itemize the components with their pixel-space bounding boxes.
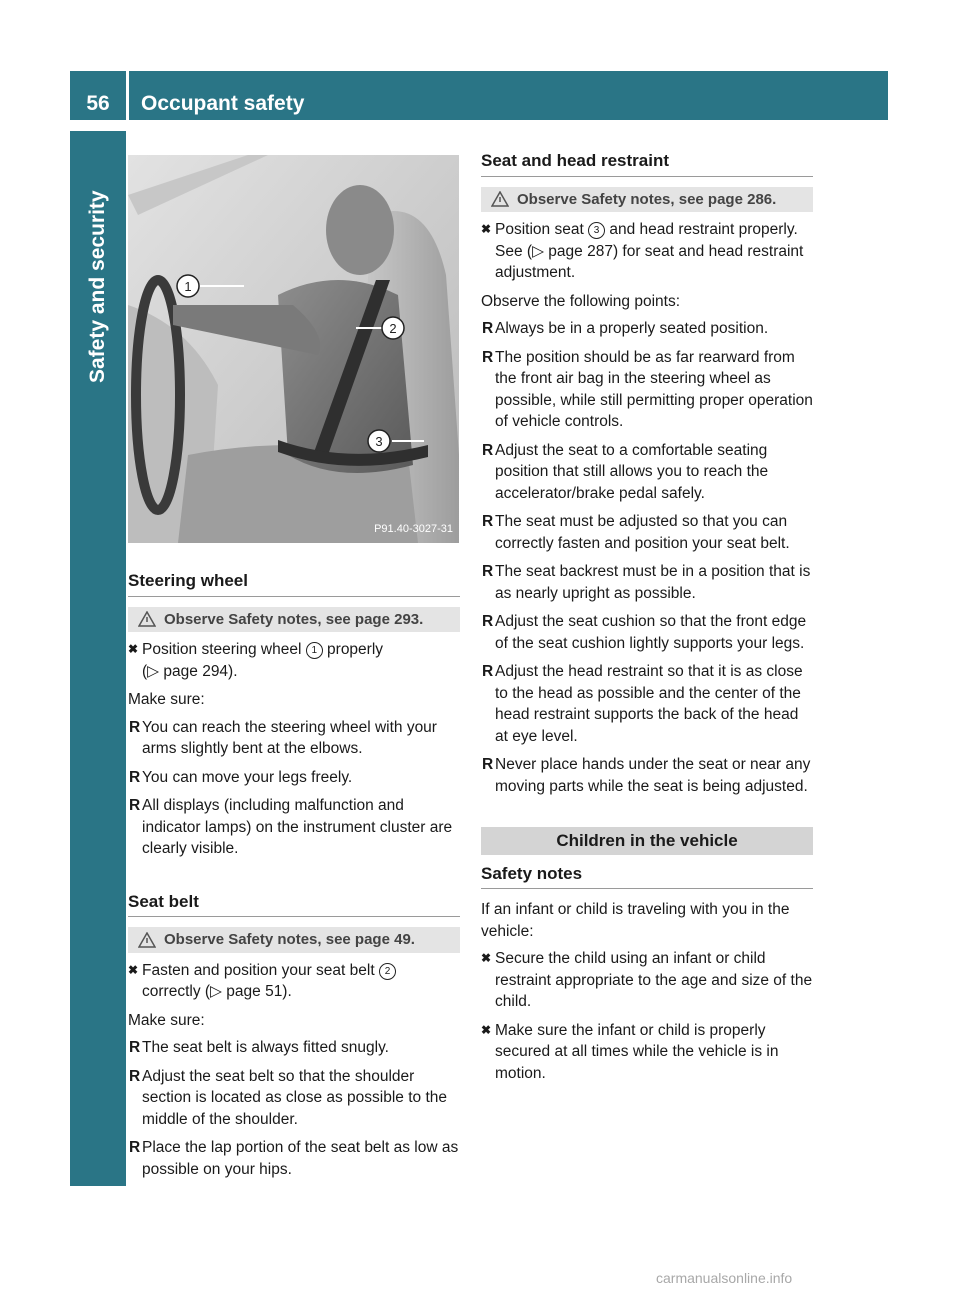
step-arrow-icon: ✖	[481, 1022, 492, 1037]
make-sure-label: Make sure:	[128, 1011, 205, 1029]
page-ref-icon: ▷	[210, 983, 222, 1000]
make-sure-label: Make sure:	[128, 691, 205, 708]
list-item: R The position should be as far rearward from the front air bag in the steering wheel as possible, while still permitting proper operation of vehicle controls.	[482, 348, 813, 430]
list-item: R Adjust the seat to a comfortable seating position that still allows you to reach the accelerator/brake pedal safely.	[482, 441, 769, 502]
ref-1-icon: 1	[306, 642, 323, 659]
ref-3-icon: 3	[588, 222, 605, 239]
warning-text: Observe Safety notes, see page 286.	[517, 190, 777, 208]
steering-step: ✖ Position steering wheel 1 properly (▷ page 294).	[128, 641, 384, 680]
step-arrow-icon: ✖	[128, 962, 139, 977]
page-ref-icon: ▷	[147, 662, 160, 680]
observe-label: Observe the following points:	[481, 292, 681, 310]
step-arrow-icon: ✖	[128, 642, 139, 656]
callout-3: 3	[375, 434, 383, 449]
driver-seat-illustration	[128, 155, 459, 543]
steering-warning	[128, 607, 460, 633]
children-intro: If an infant or child is traveling with you in the vehicle:	[481, 901, 790, 940]
list-item: R The seat belt is always fitted snugly.	[129, 1039, 389, 1056]
list-item: R Never place hands under the seat or near any moving parts while the seat is being adjusted.	[482, 756, 811, 795]
header-divider	[126, 71, 129, 120]
steering-heading: Steering wheel	[128, 570, 460, 597]
children-step: ✖ Secure the child using an infant or child restraint appropriate to the age and size of the child.	[481, 950, 813, 1010]
page-number: 56	[86, 92, 110, 115]
step-arrow-icon: ✖	[481, 951, 492, 965]
page-ref-icon: ▷	[532, 242, 544, 260]
ref-2-icon: 2	[379, 963, 396, 980]
seatbelt-heading: Seat belt	[128, 891, 460, 918]
list-item: R Adjust the seat cushion so that the front edge of the seat cushion lightly supports your legs.	[482, 613, 807, 652]
callout-2: 2	[389, 321, 397, 336]
left-column	[128, 150, 460, 1187]
list-item: R Adjust the head restraint so that it is as close to the head as possible and the center of the head restraint supports the back of the head at eye level.	[482, 663, 803, 745]
step-arrow-icon: ✖	[481, 222, 492, 236]
children-section-heading: Children in the vehicle	[481, 827, 813, 855]
list-item: R You can reach the steering wheel with your arms slightly bent at the elbows.	[129, 718, 437, 757]
list-item: R The seat backrest must be in a position that is as nearly upright as possible.	[482, 563, 811, 602]
warning-triangle-icon	[138, 932, 156, 948]
list-item: R Place the lap portion of the seat belt as low as possible on your hips.	[129, 1139, 459, 1178]
warning-text: Observe Safety notes, see page 49.	[164, 931, 415, 948]
right-column	[481, 150, 813, 1091]
list-item: R You can move your legs freely.	[129, 768, 353, 786]
page-title: Occupant safety	[141, 92, 305, 115]
footer-watermark: carmanualsonline.info	[656, 1270, 793, 1286]
list-item: R All displays (including malfunction and indicator lamps) on the instrument cluster are clearly visible.	[129, 797, 453, 857]
callout-1: 1	[184, 279, 192, 294]
occupant-illustration	[128, 155, 459, 543]
list-item: R Always be in a properly seated position.	[482, 320, 769, 337]
safety-notes-heading: Safety notes	[481, 863, 813, 890]
list-item: R The seat must be adjusted so that you can correctly fasten and position your seat belt.	[482, 513, 790, 552]
seat-heading: Seat and head restraint	[481, 150, 813, 177]
seatbelt-step: ✖ Fasten and position your seat belt 2 correctly (▷ page 51).	[128, 960, 460, 1003]
seat-step: ✖ Position seat 3 and head restraint properly. See (▷ page 287) for seat and head restraint adjustment.	[481, 221, 804, 281]
seatbelt-warning	[128, 927, 460, 953]
side-tab-label: Safety and security	[86, 190, 109, 383]
warning-triangle-icon	[138, 611, 156, 627]
figure-code: P91.40-3027-31	[374, 522, 453, 535]
list-item: R Adjust the seat belt so that the shoulder section is located as close as possible to the middle of the shoulder.	[129, 1067, 448, 1128]
warning-text: Observe Safety notes, see page 293.	[164, 610, 424, 628]
warning-triangle-icon	[491, 191, 509, 207]
children-step: ✖ Make sure the infant or child is properly secured at all times while the vehicle is in motion.	[481, 1021, 779, 1082]
seat-warning	[481, 187, 813, 213]
